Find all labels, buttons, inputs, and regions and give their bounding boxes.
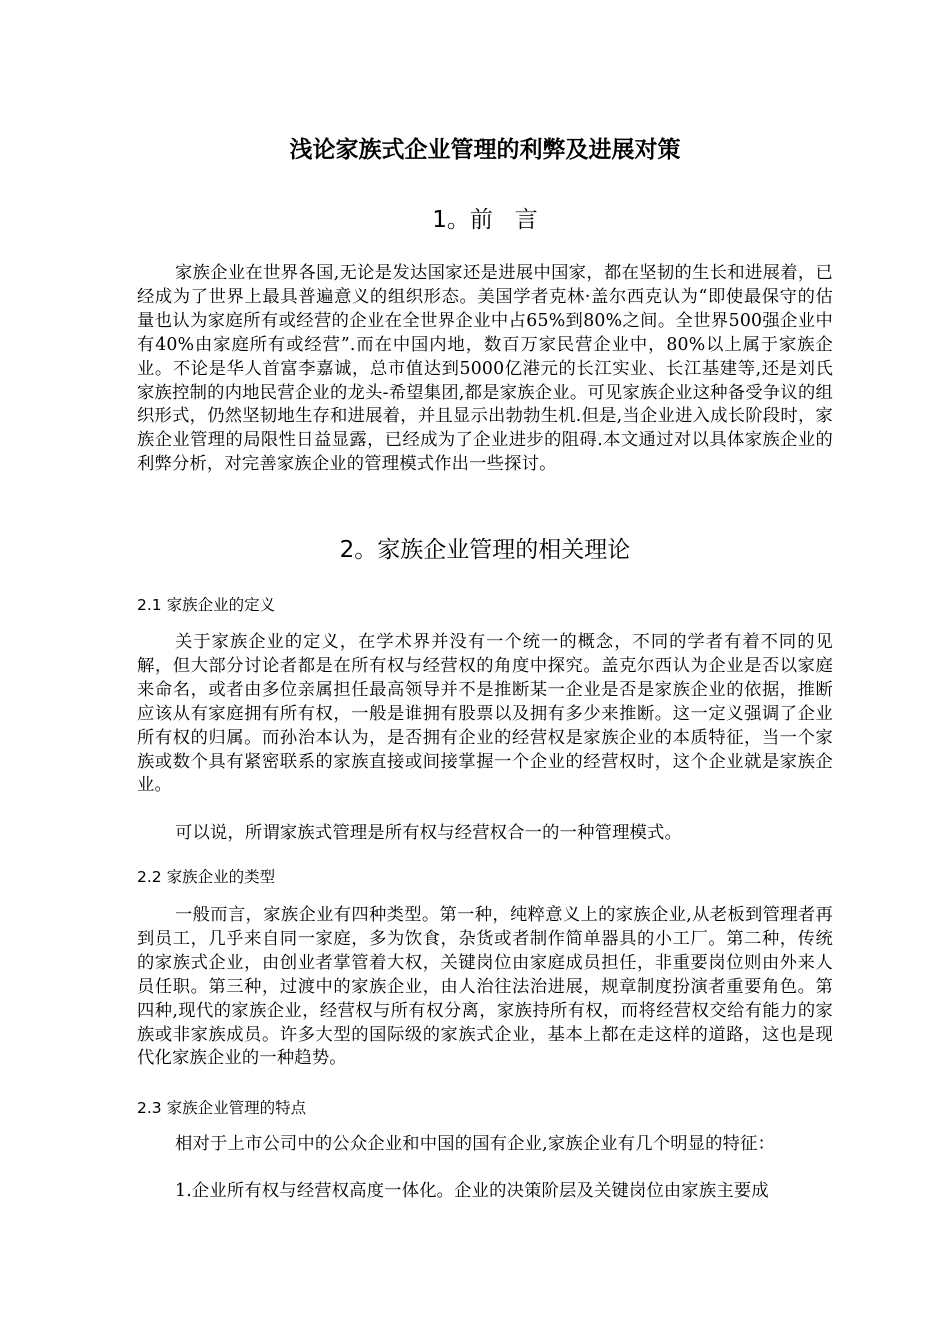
subsection-2-1-paragraph: 关于家族企业的定义，在学术界并没有一个统一的概念，不同的学者有着不同的见解，但大部分讨论者都是在所有权与经营权的角度中探究。盖克尔西认为企业是否以家庭来命名，或者由多位亲属担任最高领导并不是推断某一企业是否是家族企业的依据，推断应该从有家庭拥有所有权，一般是谁拥有股票以及拥有多少来推断。这一定义强调了企业所有权的归属。而孙治本认为，是否拥有企业的经营权是家族企业的本质特征，当一个家族或数个具有紧密联系的家族直接或间接掌握一个企业的经营权时，这个企业就是家族企业。 [137,632,833,796]
document-title: 浅论家族式企业管理的利弊及进展对策 [289,137,681,163]
subsection-2-3-intro-paragraph: 相对于上市公司中的公众企业和中国的国有企业,家族企业有几个明显的特征： [175,1134,776,1154]
section-2-heading: 2。家族企业管理的相关理论 [339,537,631,563]
subsection-2-1-summary-paragraph: 可以说，所谓家族式管理是所有权与经营权合一的一种管理模式。 [175,823,683,843]
section-1-heading: 1。前 言 [432,207,538,233]
subsection-2-1-heading: 2.1 家族企业的定义 [137,596,276,614]
subsection-2-3-heading: 2.3 家族企业管理的特点 [137,1099,307,1117]
subsection-2-3-point-1: 1.企业所有权与经营权高度一体化。企业的决策阶层及关键岗位由家族主要成 [175,1181,769,1201]
section-1-paragraph: 家族企业在世界各国,无论是发达国家还是进展中国家，都在坚韧的生长和进展着，已经成为了世界上最具普遍意义的组织形态。美国学者克林·盖尔西克认为“即使最保守的估量也认为家庭所有或经营的企业在全世界企业中占65%到80%之间。全世界500强企业中有40%由家庭所有或经营”.而在中国内地，数百万家民营企业中，80%以上属于家族企业。不论是华人首富李嘉诚，总市值达到5000亿港元的长江实业、长江基建等,还是刘氏家族控制的内地民营企业的龙头-希望集团,都是家族企业。可见家族企业这种备受争议的组织形式，仍然坚韧地生存和进展着，并且显示出勃勃生机.但是,当企业进入成长阶段时，家族企业管理的局限性日益显露，已经成为了企业进步的阻碍.本文通过对以具体家族企业的利弊分析，对完善家族企业的管理模式作出一些探讨。 [137,263,833,475]
subsection-2-2-heading: 2.2 家族企业的类型 [137,868,276,886]
subsection-2-2-paragraph: 一般而言，家族企业有四种类型。第一种，纯粹意义上的家族企业,从老板到管理者再到员工，几乎来自同一家庭，多为饮食，杂货或者制作简单器具的小工厂。第二种，传统的家族式企业，由创业者掌管着大权，关键岗位由家庭成员担任，非重要岗位则由外来人员任职。第三种，过渡中的家族企业，由人治往法治进展，规章制度扮演者重要角色。第四种,现代的家族企业，经营权与所有权分离，家族持所有权，而将经营权交给有能力的家族或非家族成员。许多大型的国际级的家族式企业，基本上都在走这样的道路，这也是现代化家族企业的一种趋势。 [137,905,833,1069]
